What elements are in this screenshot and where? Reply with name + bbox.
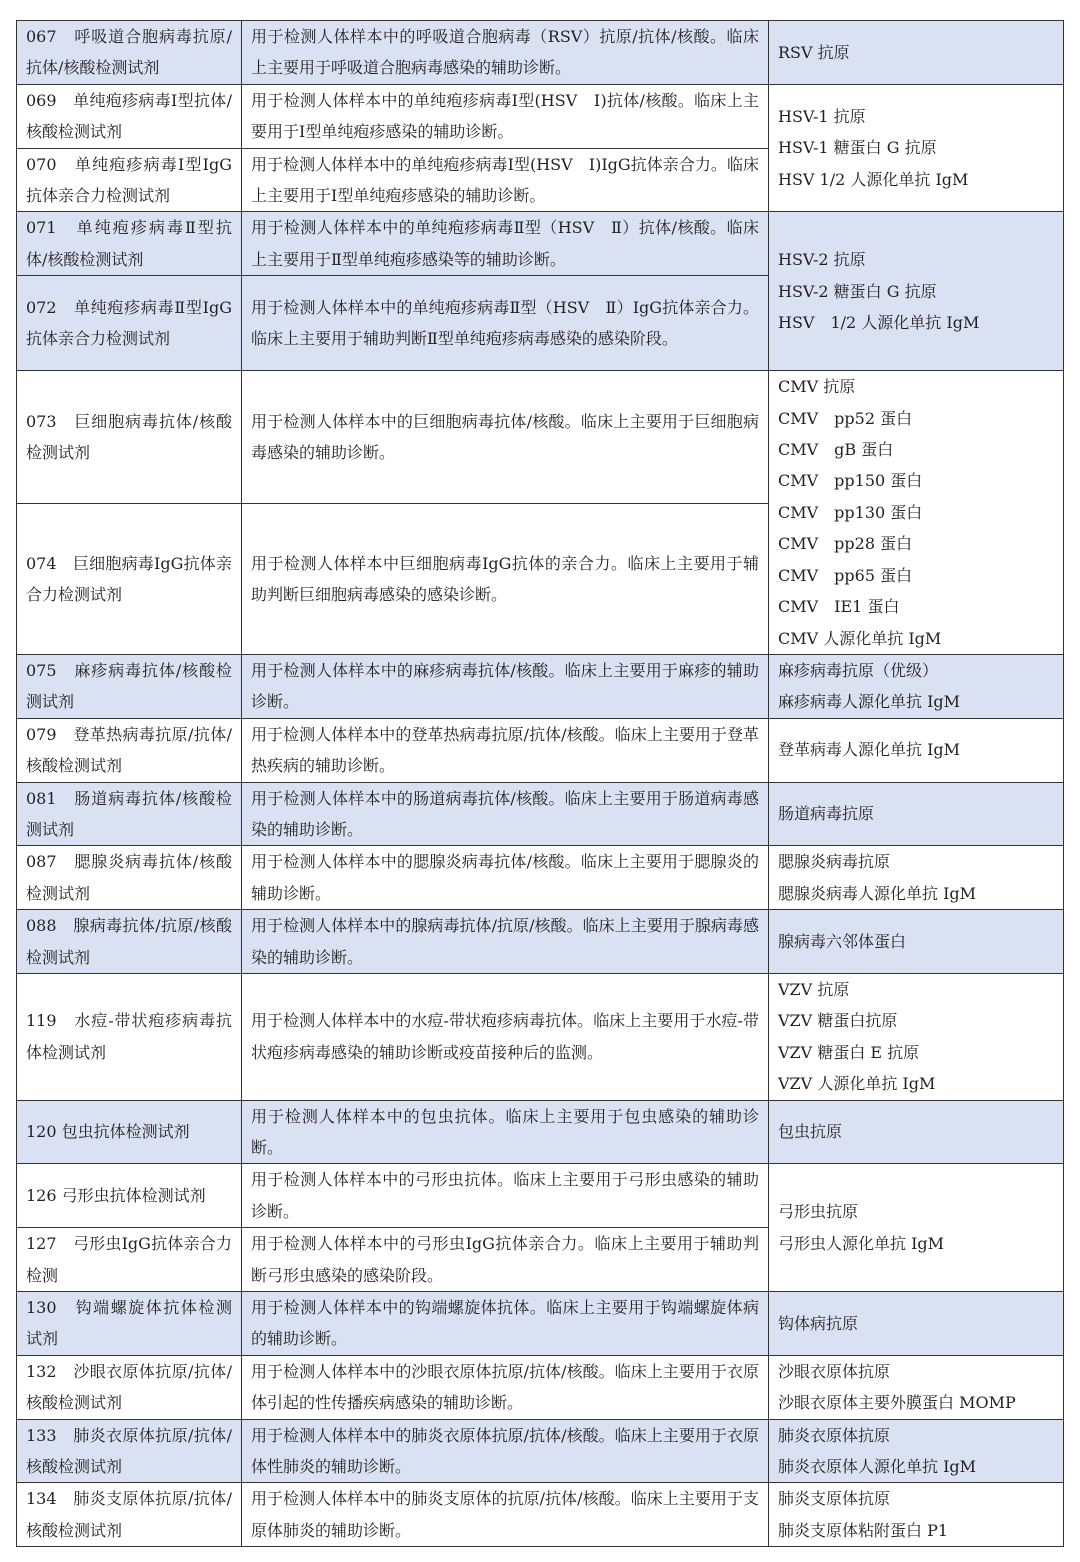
reagent-description: 用于检测人体样本中的沙眼衣原体抗原/抗体/核酸。临床上主要用于衣原体引起的性传播疾病感染的辅助诊断。 (242, 1355, 769, 1419)
table-row (17, 1292, 1064, 1356)
material-list (769, 654, 1064, 718)
reagent-description: 用于检测人体样本中的包虫抗体。临床上主要用于包虫感染的辅助诊断。 (242, 1100, 769, 1164)
material-item: 肠道病毒抗原 (778, 804, 875, 824)
reagent-name: 073 巨细胞病毒抗体/核酸检测试剂 (17, 371, 242, 504)
material-item: HSV 1/2 人源化单抗 IgM (778, 313, 980, 333)
reagent-name: 134 肺炎支原体抗原/抗体/核酸检测试剂 (17, 1483, 242, 1547)
table-row (17, 1100, 1064, 1164)
material-item: CMV pp28 蛋白 (778, 534, 913, 554)
material-item: 腮腺炎病毒抗原 (778, 852, 891, 872)
material-item: 肺炎衣原体抗原 (778, 1425, 891, 1445)
reagent-description: 用于检测人体样本中的呼吸道合胞病毒（RSV）抗原/抗体/核酸。临床上主要用于呼吸道合胞病毒感染的辅助诊断。 (242, 21, 769, 85)
reagent-name: 119 水痘-带状疱疹病毒抗体检测试剂 (17, 973, 242, 1100)
reagent-description: 用于检测人体样本中的单纯疱疹病毒Ⅰ型(HSV Ⅰ)抗体/核酸。临床上主要用于Ⅰ型单纯疱疹感染的辅助诊断。 (242, 84, 769, 148)
material-list (769, 1164, 1064, 1292)
table-row (17, 654, 1064, 718)
material-list (769, 1292, 1064, 1356)
material-item: HSV 1/2 人源化单抗 IgM (778, 169, 969, 189)
material-list (769, 21, 1064, 85)
reagent-name: 127 弓形虫IgG抗体亲合力检测 (17, 1228, 242, 1292)
reagent-name: 079 登革热病毒抗原/抗体/核酸检测试剂 (17, 718, 242, 782)
material-item: 沙眼衣原体主要外膜蛋白 MOMP (778, 1393, 1016, 1413)
material-item: 肺炎衣原体人源化单抗 IgM (778, 1457, 977, 1477)
reagent-description: 用于检测人体样本中的弓形虫IgG抗体亲合力。临床上主要用于辅助判断弓形虫感染的感染阶段。 (242, 1228, 769, 1292)
table-row (17, 1355, 1064, 1419)
reagent-description: 用于检测人体样本中的巨细胞病毒抗体/核酸。临床上主要用于巨细胞病毒感染的辅助诊断。 (242, 371, 769, 504)
reagent-name: 133 肺炎衣原体抗原/抗体/核酸检测试剂 (17, 1419, 242, 1483)
reagent-name: 130 钩端螺旋体抗体检测试剂 (17, 1292, 242, 1356)
table-row (17, 371, 1064, 504)
material-list (769, 371, 1064, 655)
material-item: 麻疹病毒人源化单抗 IgM (778, 692, 961, 712)
reagent-name: 071 单纯疱疹病毒Ⅱ型抗体/核酸检测试剂 (17, 212, 242, 276)
table-row (17, 718, 1064, 782)
reagent-description: 用于检测人体样本中的弓形虫抗体。临床上主要用于弓形虫感染的辅助诊断。 (242, 1164, 769, 1228)
material-list (769, 1483, 1064, 1547)
reagent-description: 用于检测人体样本中的水痘-带状疱疹病毒抗体。临床上主要用于水痘-带状疱疹病毒感染的辅助诊断或疫苗接种后的监测。 (242, 973, 769, 1100)
material-list (769, 1419, 1064, 1483)
material-item: 弓形虫人源化单抗 IgM (778, 1233, 945, 1253)
material-list (769, 84, 1064, 212)
material-list (769, 782, 1064, 846)
reagent-name: 126 弓形虫抗体检测试剂 (17, 1164, 242, 1228)
material-item: 肺炎支原体抗原 (778, 1489, 891, 1509)
material-item: CMV pp65 蛋白 (778, 565, 913, 585)
material-list (769, 212, 1064, 371)
reagent-name: 075 麻疹病毒抗体/核酸检测试剂 (17, 654, 242, 718)
table-row (17, 1419, 1064, 1483)
table-row (17, 21, 1064, 85)
reagent-description: 用于检测人体样本中的肠道病毒抗体/核酸。临床上主要用于肠道病毒感染的辅助诊断。 (242, 782, 769, 846)
material-list (769, 910, 1064, 974)
table-row (17, 846, 1064, 910)
reagent-description: 用于检测人体样本中的登革热病毒抗原/抗体/核酸。临床上主要用于登革热疾病的辅助诊断。 (242, 718, 769, 782)
table-row (17, 212, 1064, 276)
material-item: VZV 糖蛋白抗原 (778, 1011, 898, 1031)
reagent-description: 用于检测人体样本中的腮腺炎病毒抗体/核酸。临床上主要用于腮腺炎的辅助诊断。 (242, 846, 769, 910)
material-item: 登革病毒人源化单抗 IgM (778, 740, 961, 760)
material-item: CMV 人源化单抗 IgM (778, 628, 942, 648)
reagent-description: 用于检测人体样本中的腺病毒抗体/抗原/核酸。临床上主要用于腺病毒感染的辅助诊断。 (242, 910, 769, 974)
reagent-name: 132 沙眼衣原体抗原/抗体/核酸检测试剂 (17, 1355, 242, 1419)
reagent-name: 074 巨细胞病毒IgG抗体亲合力检测试剂 (17, 504, 242, 655)
table-row (17, 782, 1064, 846)
reagent-description: 用于检测人体样本中的肺炎衣原体抗原/抗体/核酸。临床上主要用于衣原体性肺炎的辅助诊断。 (242, 1419, 769, 1483)
material-list (769, 1355, 1064, 1419)
material-item: HSV-1 糖蛋白 G 抗原 (778, 138, 937, 158)
reagent-name: 087 腮腺炎病毒抗体/核酸检测试剂 (17, 846, 242, 910)
material-list (769, 846, 1064, 910)
material-list (769, 1100, 1064, 1164)
material-item: 钩体病抗原 (778, 1313, 859, 1333)
reagent-description: 用于检测人体样本中的肺炎支原体的抗原/抗体/核酸。临床上主要用于支原体肺炎的辅助诊断。 (242, 1483, 769, 1547)
material-list (769, 973, 1064, 1100)
material-item: HSV-2 抗原 (778, 250, 866, 270)
reagent-name: 069 单纯疱疹病毒Ⅰ型抗体/核酸检测试剂 (17, 84, 242, 148)
material-item: RSV 抗原 (778, 42, 850, 62)
reagent-description: 用于检测人体样本中的单纯疱疹病毒Ⅰ型(HSV Ⅰ)IgG抗体亲合力。临床上主要用于Ⅰ型单纯疱疹感染的辅助诊断。 (242, 148, 769, 212)
reagent-description: 用于检测人体样本中的麻疹病毒抗体/核酸。临床上主要用于麻疹的辅助诊断。 (242, 654, 769, 718)
table-row (17, 973, 1064, 1100)
reagent-name: 120 包虫抗体检测试剂 (17, 1100, 242, 1164)
reagent-name: 070 单纯疱疹病毒Ⅰ型IgG抗体亲合力检测试剂 (17, 148, 242, 212)
reagent-name: 067 呼吸道合胞病毒抗原/抗体/核酸检测试剂 (17, 21, 242, 85)
material-item: 腺病毒六邻体蛋白 (778, 931, 907, 951)
material-item: 腮腺炎病毒人源化单抗 IgM (778, 883, 977, 903)
material-item: CMV pp150 蛋白 (778, 471, 923, 491)
product-table (16, 20, 1064, 1547)
material-item: CMV gB 蛋白 (778, 440, 894, 460)
material-item: CMV IE1 蛋白 (778, 597, 900, 617)
material-item: HSV-2 糖蛋白 G 抗原 (778, 281, 937, 301)
reagent-name: 081 肠道病毒抗体/核酸检测试剂 (17, 782, 242, 846)
material-item: CMV pp52 蛋白 (778, 408, 913, 428)
table-row (17, 910, 1064, 974)
reagent-description: 用于检测人体样本中的单纯疱疹病毒Ⅱ型（HSV Ⅱ）抗体/核酸。临床上主要用于Ⅱ型单纯疱疹感染等的辅助诊断。 (242, 212, 769, 276)
material-item: HSV-1 抗原 (778, 107, 866, 127)
material-item: VZV 人源化单抗 IgM (778, 1074, 936, 1094)
reagent-description: 用于检测人体样本中的单纯疱疹病毒Ⅱ型（HSV Ⅱ）IgG抗体亲合力。临床上主要用于辅助判断Ⅱ型单纯疱疹病毒感染的感染阶段。 (242, 276, 769, 371)
reagent-name: 072 单纯疱疹病毒Ⅱ型IgG抗体亲合力检测试剂 (17, 276, 242, 371)
reagent-description: 用于检测人体样本中巨细胞病毒IgG抗体的亲合力。临床上主要用于辅助判断巨细胞病毒感染的感染诊断。 (242, 504, 769, 655)
material-item: VZV 糖蛋白 E 抗原 (778, 1042, 920, 1062)
material-item: CMV 抗原 (778, 377, 856, 397)
reagent-description: 用于检测人体样本中的钩端螺旋体抗体。临床上主要用于钩端螺旋体病的辅助诊断。 (242, 1292, 769, 1356)
table-row (17, 84, 1064, 148)
material-item: 沙眼衣原体抗原 (778, 1361, 891, 1381)
table-row (17, 1483, 1064, 1547)
material-item: 肺炎支原体粘附蛋白 P1 (778, 1520, 949, 1540)
material-item: 包虫抗原 (778, 1122, 843, 1142)
table-row (17, 1164, 1064, 1228)
material-item: 弓形虫抗原 (778, 1202, 859, 1222)
material-item: 麻疹病毒抗原（优级） (778, 660, 939, 680)
material-item: VZV 抗原 (778, 979, 850, 999)
material-item: CMV pp130 蛋白 (778, 502, 923, 522)
material-list (769, 718, 1064, 782)
reagent-name: 088 腺病毒抗体/抗原/核酸检测试剂 (17, 910, 242, 974)
